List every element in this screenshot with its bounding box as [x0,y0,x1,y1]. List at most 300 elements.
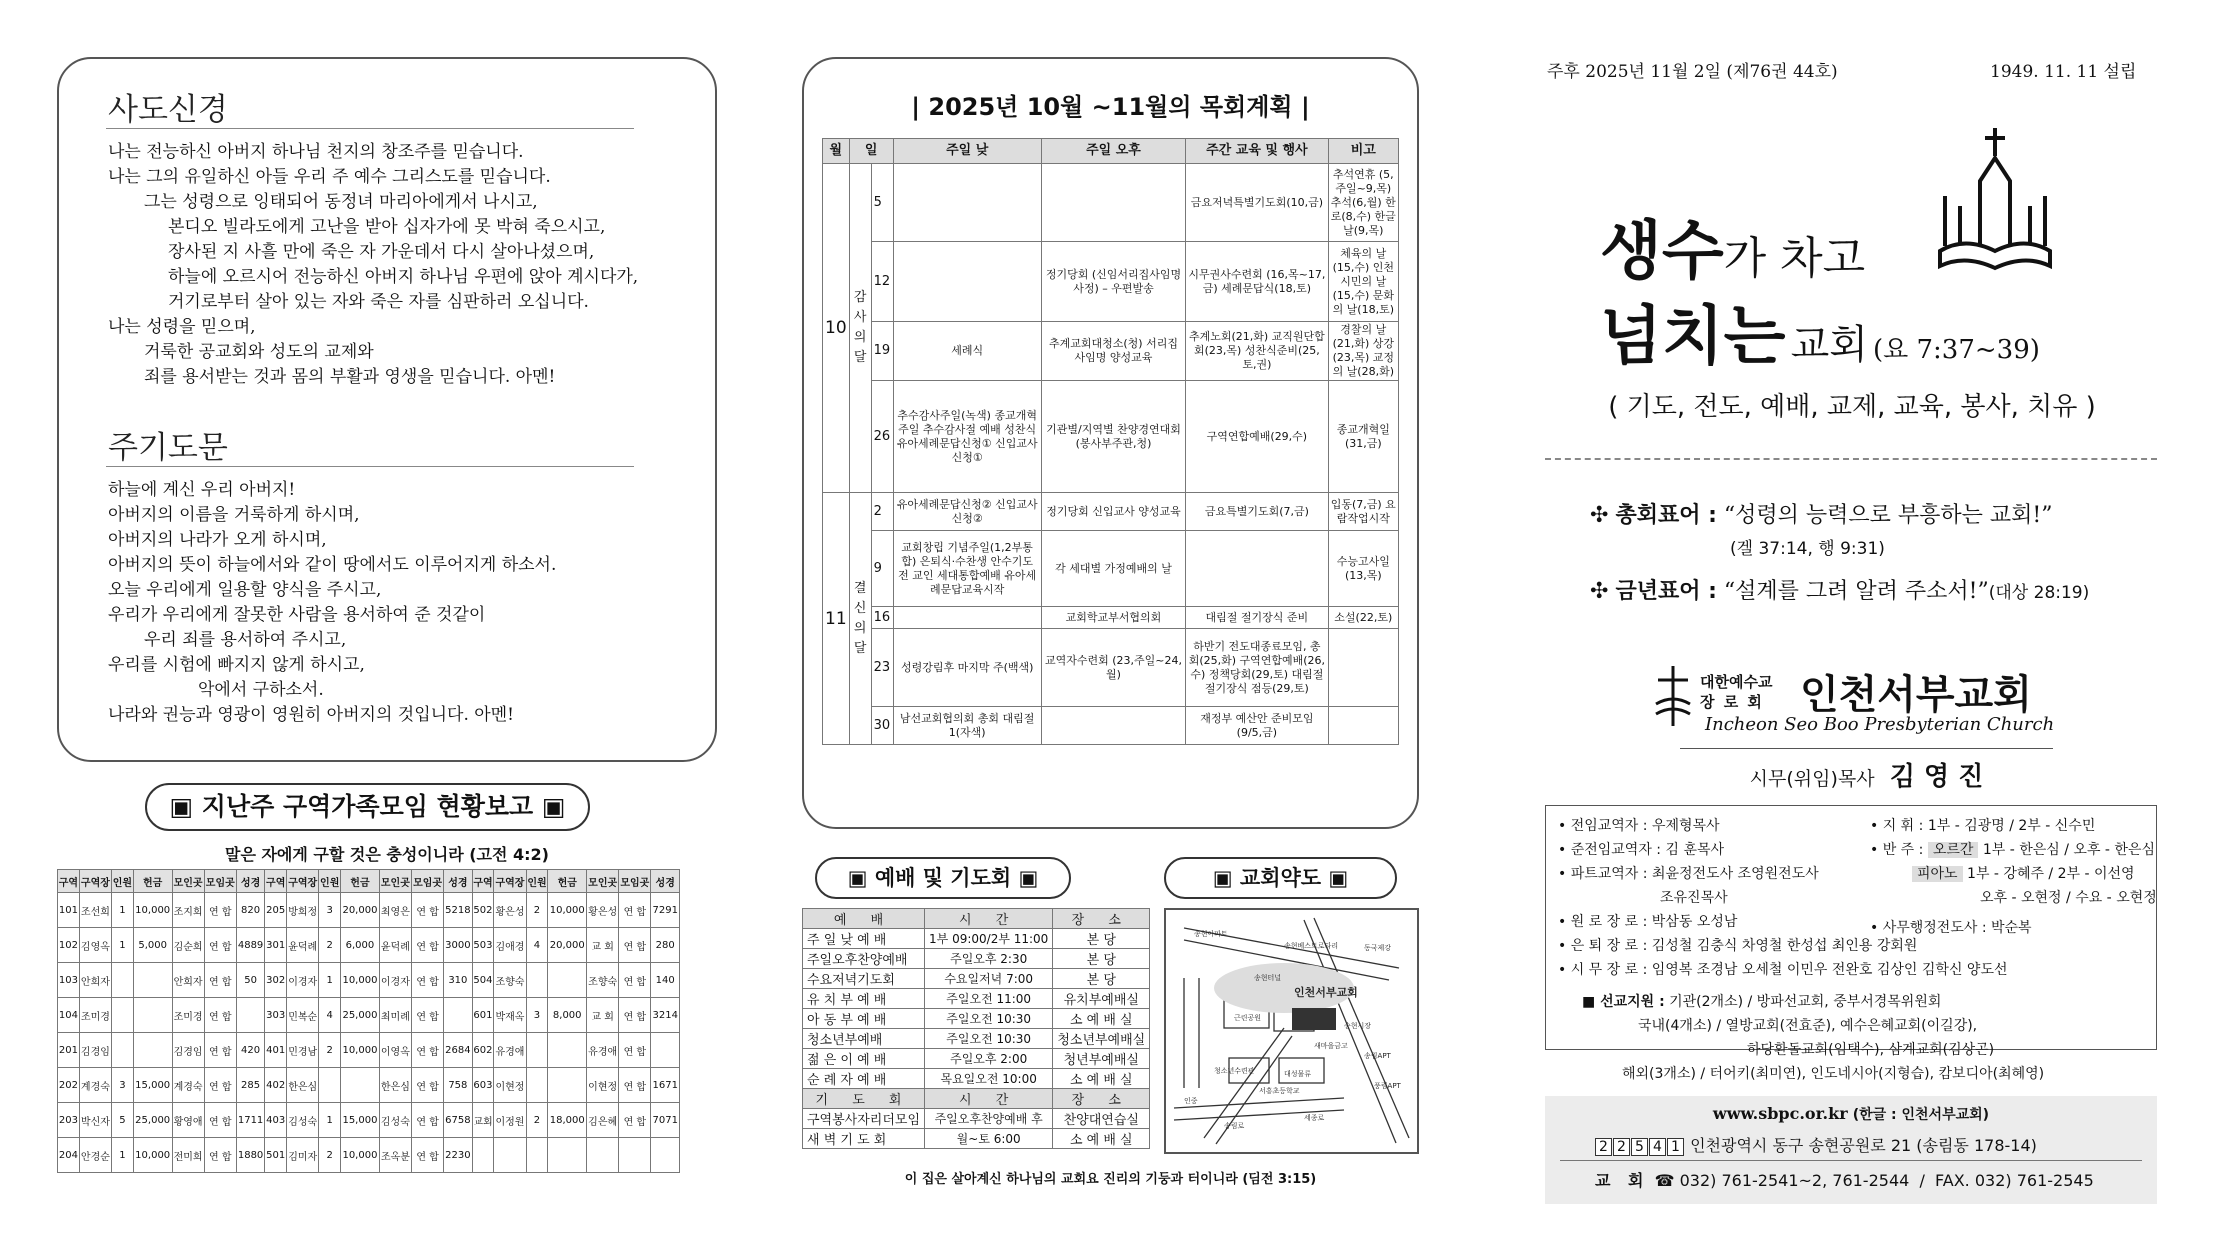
report-cell [548,1068,587,1103]
svg-text:인중: 인중 [1184,1097,1198,1105]
report-cell [112,963,134,998]
report-cell: 안경순 [79,1138,111,1173]
plan-cell: 체육의 날(15,수) 인천시민의 날 (15,수) 문화의 날(18,토) [1328,242,1398,322]
report-cell: 황은성 [587,893,619,928]
report-cell: 연 합 [411,1138,443,1173]
worship-cell: 소 예 배 실 [1053,1069,1150,1089]
worship-title: ▣ 예배 및 기도회 ▣ [815,857,1071,899]
table-row [58,1138,680,1173]
plan-day: 23 [871,629,893,707]
worship-cell: 소 예 배 실 [1053,1009,1150,1029]
report-cell: 10,000 [341,1138,380,1173]
report-header-cell: 헌금 [341,870,380,893]
report-header-cell: 구역장 [287,870,319,893]
report-cell: 3 [526,998,548,1033]
report-cell: 10,000 [548,893,587,928]
table-row [803,1129,1150,1149]
report-cell: 박재옥 [494,998,526,1033]
report-cell: 연 합 [204,1103,236,1138]
report-cell: 303 [265,998,287,1033]
creed-text: 나는 전능하신 아버지 하나님 천지의 창조주를 믿습니다. 나는 그의 유일하신 아들 우리 주 예수 그리스도를 믿습니다. 그는 성령으로 잉태되어 동정녀 마리아에게서 나시고, 본디오 빌라도에게 고난을 받아 십자가에 못 박혀 죽으시고, 장사된 지 사흘 만에 죽은 자 가운데서 다시 살아나셨으며, 하늘에 오르시어 전능하신 아버지 하나님 우편에 앉아 계시다가, 거기로부터 살아 있는 자와 죽은 자를 심판하러 오십니다. 나는 성령을 믿으며, 거룩한 공교회와 성도의 교제와 죄를 용서받는 것과 몸의 부활과 영생을 믿습니다. 아멘! [108,142,639,387]
report-cell: 이경자 [287,963,319,998]
table-row [823,493,1399,531]
plan-cell [1041,707,1185,745]
report-cell: 401 [265,1033,287,1068]
report-cell: 연 합 [411,1068,443,1103]
worship-cell: 젊 은 이 예 배 [803,1049,925,1069]
report-cell [526,1138,548,1173]
report-cell: 조미경 [172,998,204,1033]
report-cell: 25,000 [341,998,380,1033]
report-cell: 연 합 [411,928,443,963]
general-slogan-ref: (겔 37:14, 행 9:31) [1730,539,1885,559]
church-eng-name: Incheon Seo Boo Presbyterian Church [1705,714,2055,735]
report-cell: 2684 [444,1033,472,1068]
svg-text:새마을금고: 새마을금고 [1314,1042,1348,1050]
report-cell: 20,000 [548,928,587,963]
table-row [58,998,680,1033]
plan-header-cell: 비고 [1328,139,1398,164]
report-cell: 조향숙 [587,963,619,998]
report-cell: 205 [265,893,287,928]
table-row [823,629,1399,707]
report-cell [587,1138,619,1173]
report-header-cell: 성경 [651,870,680,893]
report-cell: 50 [236,963,264,998]
table-row [803,969,1150,989]
creed-divider [106,128,634,129]
report-cell: 502 [472,893,494,928]
plan-table [822,138,1399,745]
report-cell: 연 합 [204,998,236,1033]
report-cell: 조미경 [79,998,111,1033]
report-cell: 연 합 [204,1068,236,1103]
report-cell [319,1068,341,1103]
report-header-row [58,870,680,893]
report-cell [526,1068,548,1103]
plan-cell: 유아세례문답신청② 신입교사 신청② [893,493,1041,531]
report-cell: 연 합 [619,893,651,928]
plan-cell: 금요특별기도회(7,금) [1186,493,1328,531]
plan-cell: 남선교회협의회 총회 대림절1(자색) [893,707,1041,745]
svg-text:송림로: 송림로 [1224,1122,1245,1130]
plan-cell: 세례식 [893,322,1041,381]
worship-footer-verse: 이 집은 살아계신 하나님의 교회요 진리의 기둥과 터이니라 (딤전 3:15) [904,1172,1317,1187]
svg-text:세종로: 세종로 [1304,1114,1325,1122]
report-cell: 황영애 [172,1103,204,1138]
table-row [58,893,680,928]
plan-cell: 성령강림후 마지막 주(백색) [893,629,1041,707]
worship-header-cell: 예 배 [803,909,925,929]
worship-cell: 주일오후 2:30 [925,949,1053,969]
worship-cell: 월~토 6:00 [925,1129,1053,1149]
report-cell: 조향숙 [494,963,526,998]
plan-day: 5 [871,164,893,242]
phone-icon: ☎ [1654,1171,1675,1190]
worship-cell: 청년부예배실 [1053,1049,1150,1069]
plan-cell: 입동(7,금) 요람작업시작 [1328,493,1398,531]
report-cell [472,1138,494,1173]
report-cell [236,998,264,1033]
report-cell: 1 [319,963,341,998]
report-cell: 이현정 [494,1068,526,1103]
plan-cell [1186,531,1328,607]
report-cell: 302 [265,963,287,998]
report-cell: 2 [319,928,341,963]
report-cell [526,1033,548,1068]
report-cell [133,963,172,998]
svg-text:풍림APT: 풍림APT [1374,1082,1401,1090]
prayer-text: 하늘에 계신 우리 아버지! 아버지의 이름을 거룩하게 하시며, 아버지의 나라가 오게 하시며, 아버지의 뜻이 하늘에서와 같이 땅에서도 이루어지게 하소서. 오늘 우리에게 일용할 양식을 주시고, 우리가 우리에게 잘못한 사람을 용서하여 준 것같이 우리 죄를 용서하여 주시고, 우리를 시험에 빠지지 않게 하시고, 악에서 구하소서. 나라와 권능과 영광이 영원히 아버지의 것입니다. 아멘! [108,480,557,725]
report-cell: 6758 [444,1103,472,1138]
report-cell: 김영옥 [79,928,111,963]
report-cell: 김애경 [494,928,526,963]
worship-header-cell: 장 소 [1053,909,1150,929]
report-cell: 7071 [651,1103,680,1138]
report-cell: 103 [58,963,80,998]
plan-month-label: 결 신 의 달 [849,493,871,745]
report-cell: 10,000 [133,1138,172,1173]
issue-info: 주후 2025년 11월 2일 (제76권 44호) [1547,62,1838,82]
table-row [803,1109,1150,1129]
report-cell: 유경애 [587,1033,619,1068]
report-cell: 102 [58,928,80,963]
plan-day: 26 [871,381,893,493]
worship-header-cell: 장 소 [1053,1089,1150,1109]
report-cell: 420 [236,1033,264,1068]
report-cell: 연 합 [411,893,443,928]
report-cell: 최미례 [379,998,411,1033]
report-cell: 김성숙 [379,1103,411,1138]
zip-digit: 2 [1595,1138,1612,1156]
zip-code [1595,1136,1685,1155]
staff-left: • 전임교역자 : 우제형목사 • 준전임교역자 : 김 훈목사 • 파트교역자 : 최윤정전도사 조영원전도사 조유진목사 • 원 로 장 로 : 박삼동 오성남 • 은 퇴 장 로 : 김성철 김충식 차영철 한성섭 최인용 강회원 • 시 무 장 로 : 임영복 조경남 오세철 이민우 전완호 김상인 김학신 양도선 [1558,818,2008,978]
plan-month-label: 감 사 의 달 [849,164,871,493]
report-cell [619,1138,651,1173]
report-cell: 503 [472,928,494,963]
report-cell: 김은혜 [587,1103,619,1138]
plan-cell [1328,707,1398,745]
report-header-cell: 모인곳 [172,870,204,893]
report-cell [548,1033,587,1068]
plan-header-cell: 주일 오후 [1041,139,1185,164]
plan-cell [893,164,1041,242]
report-cell: 2 [319,1033,341,1068]
report-cell: 유경애 [494,1033,526,1068]
plan-day: 16 [871,607,893,629]
table-row [803,989,1150,1009]
report-table [57,869,680,1173]
report-cell: 조선희 [79,893,111,928]
plan-cell: 추계노회(21,화) 교직원단합회(23,목) 성찬식준비(25,토,권) [1186,322,1328,381]
report-cell: 안희자 [79,963,111,998]
report-cell: 1 [112,1138,134,1173]
denomination: 대한예수교 장 로 회 [1700,673,1773,711]
plan-day: 12 [871,242,893,322]
report-cell: 연 합 [204,963,236,998]
report-cell: 504 [472,963,494,998]
report-cell [548,963,587,998]
report-cell: 1880 [236,1138,264,1173]
plan-cell: 각 세대별 가정예배의 날 [1041,531,1185,607]
plan-cell: 소설(22,토) [1328,607,1398,629]
worship-cell: 본 당 [1053,949,1150,969]
report-cell: 연 합 [619,1033,651,1068]
plan-header-month: 월 [823,139,850,164]
report-header-cell: 성경 [236,870,264,893]
report-header-cell: 인원 [112,870,134,893]
report-cell: 15,000 [341,1103,380,1138]
plan-cell: 추석연휴 (5,주일~9,목) 추석(6,월) 한로(8,수) 한글날(9,목) [1328,164,1398,242]
table-row [58,1068,680,1103]
report-cell: 연 합 [411,1033,443,1068]
report-header-cell: 헌금 [548,870,587,893]
creed-title: 사도신경 [108,92,228,128]
report-cell: 7291 [651,893,680,928]
report-cell: 1 [112,928,134,963]
report-cell: 25,000 [133,1103,172,1138]
report-cell: 김경임 [79,1033,111,1068]
report-cell: 연 합 [411,1103,443,1138]
cross-bullet-icon: ✣ [1590,579,1609,604]
plan-header-cell: 주간 교육 및 행사 [1186,139,1328,164]
phone-line: 교 회 ☎ 032) 761-2541~2, 761-2544 / FAX. 032) 761-2545 [1595,1171,2094,1190]
worship-cell: 주일오후찬양예배 후 [925,1109,1053,1129]
report-header-cell: 구역장 [494,870,526,893]
report-cell: 안희자 [172,963,204,998]
report-cell: 교 회 [587,928,619,963]
worship-cell: 구역봉사자리더모임 [803,1109,925,1129]
table-row [803,1069,1150,1089]
report-cell [651,1138,680,1173]
worship-cell: 유치부예배실 [1053,989,1150,1009]
report-cell: 민복순 [287,998,319,1033]
plan-day: 9 [871,531,893,607]
report-cell: 2230 [444,1138,472,1173]
table-row [823,242,1399,322]
report-cell: 3 [319,893,341,928]
report-header-cell: 모인곳 [379,870,411,893]
report-cell: 연 합 [619,928,651,963]
address-line: 2 2 5 4 1 인천광역시 동구 송현공원로 21 (송림동 178-14) [1595,1133,2037,1156]
zip-digit: 4 [1649,1138,1666,1156]
svg-text:대성물류: 대성물류 [1284,1070,1312,1078]
plan-cell: 재정부 예산안 준비모임 (9/5,금) [1186,707,1328,745]
table-row [823,381,1399,493]
church-logo-icon [1650,664,1696,730]
report-cell: 104 [58,998,80,1033]
report-cell: 교 회 [587,998,619,1033]
table-row [803,929,1150,949]
worship-cell: 목요일오전 10:00 [925,1069,1053,1089]
report-cell: 방희정 [287,893,319,928]
report-header-cell: 구역 [58,870,80,893]
svg-text:근린공원: 근린공원 [1234,1014,1262,1022]
report-cell: 101 [58,893,80,928]
worship-table [802,908,1150,1149]
table-row [823,707,1399,745]
report-cell: 1 [112,893,134,928]
report-cell: 연 합 [204,1033,236,1068]
plan-cell: 정기당회 (신임서리집사임명사정) – 우편발송 [1041,242,1185,322]
report-cell: 연 합 [619,1068,651,1103]
report-cell: 연 합 [619,998,651,1033]
table-row [823,322,1399,381]
report-cell: 402 [265,1068,287,1103]
report-cell: 501 [265,1138,287,1173]
report-cell: 계경숙 [172,1068,204,1103]
svg-text:동국제강: 동국제강 [1364,944,1392,952]
report-cell: 285 [236,1068,264,1103]
report-cell: 계경숙 [79,1068,111,1103]
report-cell: 윤덕례 [287,928,319,963]
dashed-divider [1545,458,2157,460]
report-cell: 4 [526,928,548,963]
report-header-cell: 모임곳 [619,870,651,893]
report-cell [112,998,134,1033]
plan-cell: 추수감사주일(녹색) 종교개혁주일 추수감사절 예배 성찬식 유아세례문답신청① 신입교사 신청① [893,381,1041,493]
report-cell: 6,000 [341,928,380,963]
report-cell: 3 [112,1068,134,1103]
report-cell: 4889 [236,928,264,963]
report-cell: 758 [444,1068,472,1103]
table-row [823,531,1399,607]
table-row [803,1029,1150,1049]
report-cell: 김경임 [172,1033,204,1068]
report-cell: 5 [112,1103,134,1138]
report-cell: 민경남 [287,1033,319,1068]
worship-header-cell: 시 간 [925,1089,1053,1109]
zip-digit: 2 [1613,1138,1630,1156]
report-cell: 403 [265,1103,287,1138]
svg-text:청소년수련관: 청소년수련관 [1214,1067,1255,1075]
report-cell: 1 [319,1103,341,1138]
motto-line-2: 넘치는 교회 (요 7:37~39) [1600,300,2040,374]
report-cell [133,998,172,1033]
staff-right: • 지 휘 : 1부 - 김광명 / 2부 - 신수민 • 반 주 : 오르간 1부 - 한은심 / 오후 - 한은심 피아노 1부 - 강혜주 / 2부 - 이선영 오후 - 오현정 / 수요 - 오현정 • 사무행정전도사 : 박순복 [1870,818,2157,936]
report-cell [444,998,472,1033]
report-cell: 2 [526,893,548,928]
report-cell: 연 합 [619,963,651,998]
report-cell: 140 [651,963,680,998]
plan-cell: 수능고사일 (13,목) [1328,531,1398,607]
worship-cell: 수요저녁기도회 [803,969,925,989]
plan-cell: 교회창립 기념주일(1,2부통합) 은퇴식·수찬생 안수기도 전 교인 세대통합예배 유아세례문답교육시작 [893,531,1041,607]
table-row [803,949,1150,969]
report-cell: 280 [651,928,680,963]
report-cell: 3214 [651,998,680,1033]
plan-cell: 구역연합예배(29,수) [1186,381,1328,493]
report-cell: 5,000 [133,928,172,963]
report-cell: 윤덕례 [379,928,411,963]
worship-header-row [803,1089,1150,1109]
plan-cell [1328,629,1398,707]
plan-day: 2 [871,493,893,531]
report-cell: 김순희 [172,928,204,963]
report-header-cell: 모임곳 [411,870,443,893]
worship-cell: 본 당 [1053,969,1150,989]
plan-title: | 2025년 10월 ~11월의 목회계획 | [911,93,1310,121]
worship-cell: 아 동 부 예 배 [803,1009,925,1029]
plan-cell: 금요저녁특별기도회(10,금) [1186,164,1328,242]
report-cell: 603 [472,1068,494,1103]
table-row [58,928,680,963]
report-cell: 연 합 [411,963,443,998]
virtues: ( 기도, 전도, 예배, 교제, 교육, 봉사, 치유 ) [1608,392,2096,422]
svg-text:송현시장: 송현시장 [1344,1022,1372,1030]
report-cell [526,963,548,998]
report-cell: 3000 [444,928,472,963]
report-cell: 김성숙 [287,1103,319,1138]
worship-header-row [803,909,1150,929]
report-cell [548,1138,587,1173]
worship-cell: 주일오후찬양예배 [803,949,925,969]
report-header-cell: 성경 [444,870,472,893]
report-cell [494,1138,526,1173]
report-cell: 601 [472,998,494,1033]
report-cell: 연 합 [411,998,443,1033]
worship-cell: 주 일 낮 예 배 [803,929,925,949]
worship-header-cell: 기 도 회 [803,1089,925,1109]
pastor-line: 시무(위임)목사 김 영 진 [1749,762,1984,792]
report-header-cell: 인원 [319,870,341,893]
report-cell: 연 합 [204,1138,236,1173]
worship-cell: 새 벽 기 도 회 [803,1129,925,1149]
table-row [58,1033,680,1068]
report-cell: 2 [319,1138,341,1173]
website-line: www.sbpc.or.kr (한글 : 인천서부교회) [1712,1104,1990,1123]
worship-cell: 수요일저녁 7:00 [925,969,1053,989]
zip-digit: 1 [1667,1138,1684,1156]
report-header-cell: 인원 [526,870,548,893]
svg-text:서흥초등학교: 서흥초등학교 [1259,1087,1300,1095]
report-cell: 10,000 [341,963,380,998]
report-cell: 전미희 [172,1138,204,1173]
year-slogan: ✣ 금년표어 : “설계를 그려 알려 주소서!”(대상 28:19) [1590,579,2090,604]
table-row [823,164,1399,242]
church-name: 인천서부교회 [1800,672,2032,718]
plan-cell: 정기당회 신입교사 양성교육 [1041,493,1185,531]
report-cell: 310 [444,963,472,998]
table-row [823,607,1399,629]
worship-cell: 주일오후 2:00 [925,1049,1053,1069]
report-cell: 연 합 [204,928,236,963]
table-row [803,1009,1150,1029]
report-cell: 이영옥 [379,1033,411,1068]
report-cell: 8,000 [548,998,587,1033]
plan-header-day: 일 [849,139,893,164]
report-cell: 이경자 [379,963,411,998]
svg-text:송현아파트: 송현아파트 [1194,930,1228,938]
report-cell: 301 [265,928,287,963]
plan-cell [893,607,1041,629]
pastor-divider [1680,748,2053,749]
plan-cell: 시무권사수련회 (16,목~17,금) 세례문답식(18,토) [1186,242,1328,322]
svg-text:송림APT: 송림APT [1364,1052,1391,1060]
plan-cell [893,242,1041,322]
prayer-title: 주기도문 [108,430,228,466]
plan-day: 30 [871,707,893,745]
report-cell: 조옥분 [379,1138,411,1173]
plan-cell: 추계교회대청소(청) 서리집사임명 양성교육 [1041,322,1185,381]
worship-cell: 청소년부예배실 [1053,1029,1150,1049]
report-cell: 10,000 [341,1033,380,1068]
report-cell: 203 [58,1103,80,1138]
report-cell [651,1033,680,1068]
report-cell: 1711 [236,1103,264,1138]
report-cell: 202 [58,1068,80,1103]
report-cell: 한은심 [379,1068,411,1103]
